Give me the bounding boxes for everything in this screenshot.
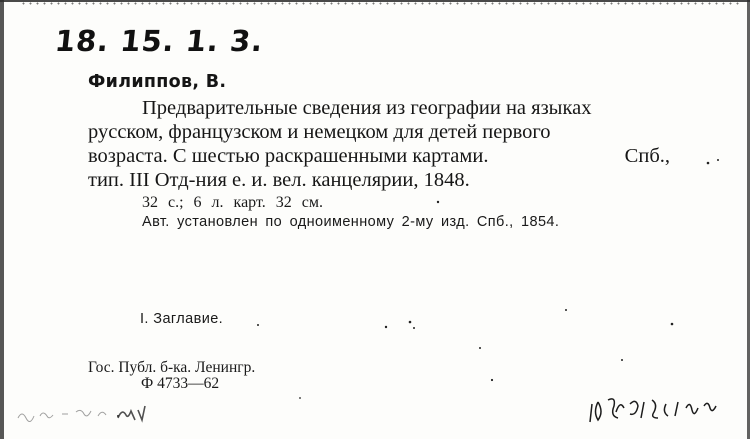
library-name: Гос. Публ. б-ка. Ленингр. bbox=[88, 359, 256, 376]
call-number: Ф 4733—62 bbox=[141, 375, 220, 392]
shelf-mark-handwritten: 18. 15. 1. 3. bbox=[53, 24, 266, 58]
faded-handwriting-left bbox=[14, 398, 164, 428]
title-line-1: Предварительные сведения из географии на языках bbox=[142, 97, 592, 119]
title-line-2-text: русском, французском и немецком для детей первого bbox=[88, 121, 551, 143]
title-line-4: тип. III Отд-ния е. и. вел. канцелярии, 1848. bbox=[88, 169, 470, 191]
title-line-3-text: возраста. С шестью раскрашенными картами. bbox=[88, 145, 489, 167]
title-line-3 bbox=[88, 144, 670, 168]
author-heading: Филиппов, В. bbox=[88, 72, 227, 92]
title-description bbox=[88, 96, 678, 192]
imprint-place: Спб., bbox=[624, 145, 670, 167]
tracing-subject: I. Заглавие. bbox=[140, 311, 224, 327]
authorship-note: Авт. установлен по одноименному 2-му изд. Спб., 1854. bbox=[142, 214, 560, 230]
handwritten-mark-right bbox=[586, 390, 736, 426]
title-line-2 bbox=[88, 120, 670, 144]
physical-description: 32 с.; 6 л. карт. 32 см. bbox=[142, 194, 323, 211]
